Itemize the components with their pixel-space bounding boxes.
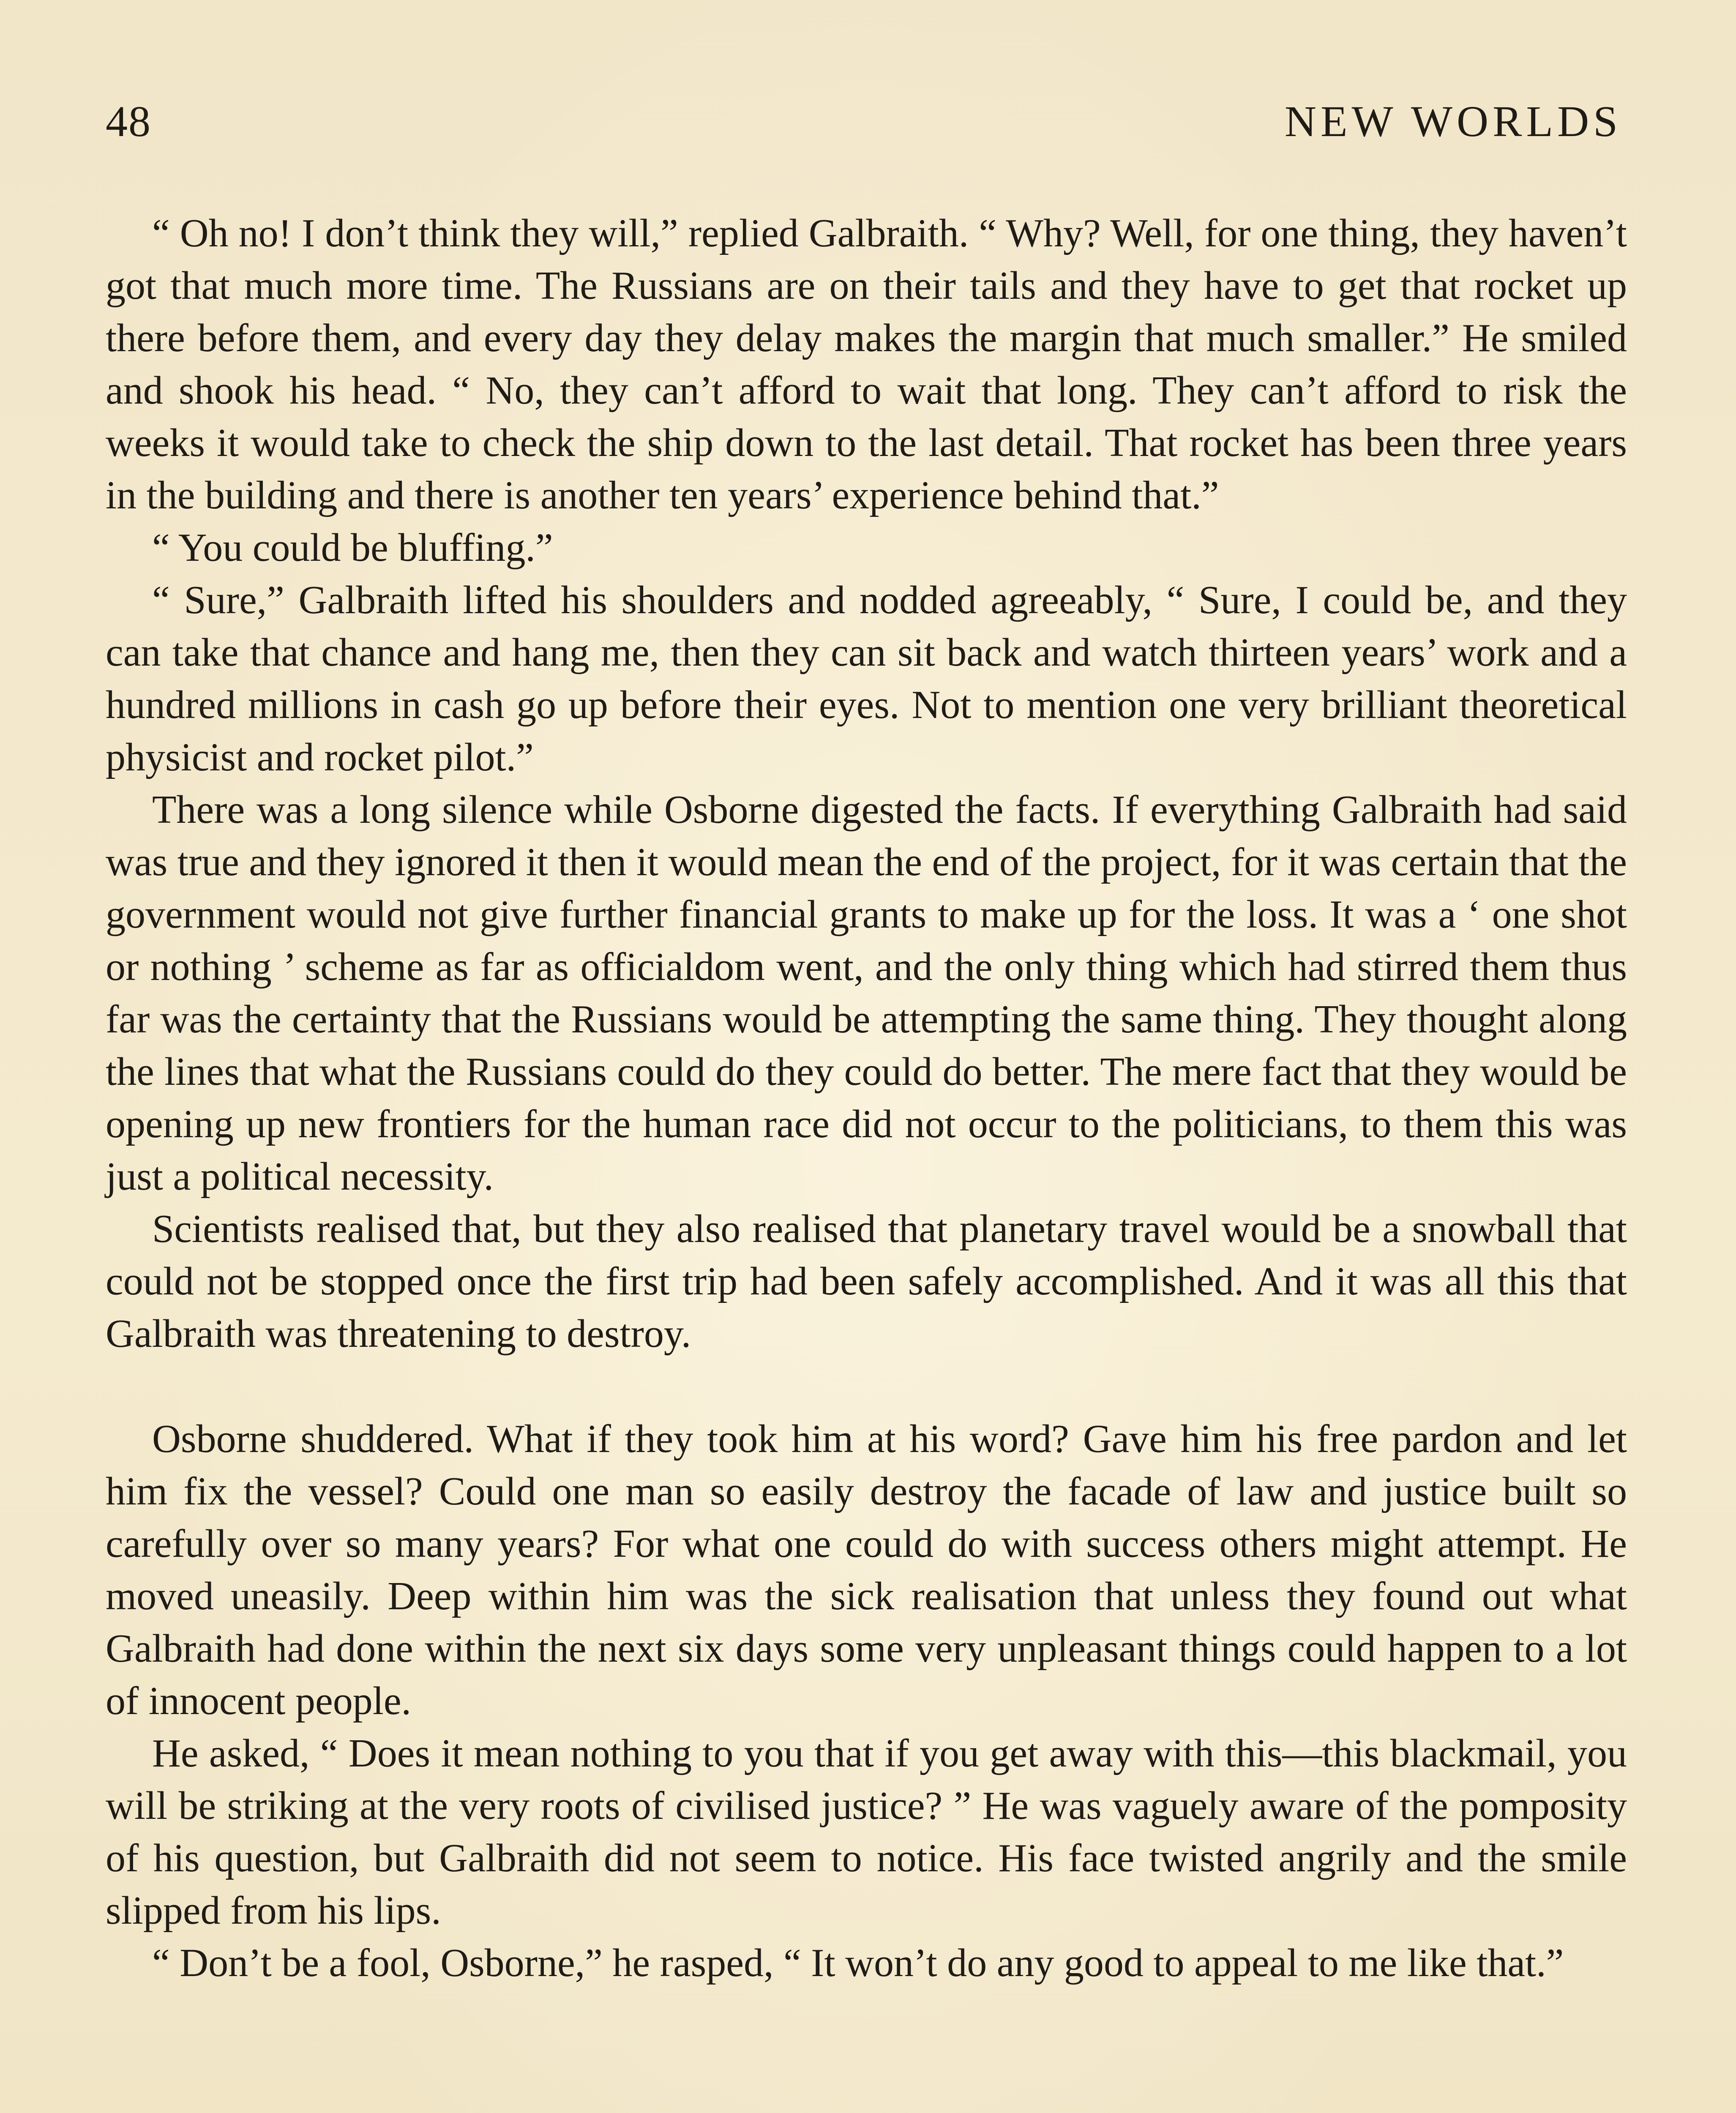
page-header: [106, 92, 1622, 160]
paragraph-7: He asked, “ Does it mean nothing to you that if you get away with this—this blackmail, you will be striking at the very roots of civilised justice? ” He was vaguely aware of the pomposity of his question, but Galbraith did not seem to notice. His face twisted angrily and the smile slipped from his lips.: [106, 1731, 1627, 1933]
paragraph-2: “ You could be bluffing.”: [152, 526, 553, 570]
paragraph-1: “ Oh no! I don’t think they will,” replied Galbraith. “ Why? Well, for one thing, they haven’t got that much more time. The Russians are on their tails and they have to get that rocket up there before them, and every day they delay makes the margin that much smaller.” He smiled and shook his head. “ No, they can’t afford to wait that long. They can’t afford to risk the weeks it would take to check the ship down to the last detail. That rocket has been three years in the building and there is another ten years’ experience behind that.”: [106, 211, 1627, 517]
paragraph-5: Scientists realised that, but they also realised that planetary travel would be a snowball that could not be stopped once the first trip had been safely accomplished. And it was all this that Galbraith was threatening to destroy.: [106, 1207, 1627, 1356]
section-break: [106, 1360, 1627, 1413]
page-number: 48: [106, 97, 151, 146]
running-head: NEW WORLDS: [1284, 97, 1622, 146]
paragraph-3: “ Sure,” Galbraith lifted his shoulders and nodded agreeably, “ Sure, I could be, and they can take that chance and hang me, then they can sit back and watch thirteen years’ work and a hundred millions in cash go up before their eyes. Not to mention one very brilliant theoretical physicist and rocket pilot.”: [106, 578, 1627, 779]
paragraph-6: Osborne shuddered. What if they took him at his word? Gave him his free pardon and let him fix the vessel? Could one man so easily destroy the facade of law and justice built so carefully over so many years? For what one could do with success others might attempt. He moved uneasily. Deep within him was the sick realisation that unless they found out what Galbraith had done within the next six days some very unpleasant things could happen to a lot of innocent people.: [106, 1417, 1627, 1723]
paragraph-8: “ Don’t be a fool, Osborne,” he rasped, “ It won’t do any good to appeal to me like that.”: [152, 1941, 1564, 1985]
paragraph-4: There was a long silence while Osborne digested the facts. If everything Galbraith had said was true and they ignored it then it would mean the end of the project, for it was certain that the government would not give further financial grants to make up for the loss. It was a ‘ one shot or nothing ’ scheme as far as officialdom went, and the only thing which had stirred them thus far was the certainty that the Russians would be attempting the same thing. They thought along the lines that what the Russians could do they could do better. The mere fact that they would be opening up new frontiers for the human race did not occur to the politicians, to them this was just a political necessity.: [106, 788, 1627, 1198]
story-text: [106, 207, 1627, 1989]
